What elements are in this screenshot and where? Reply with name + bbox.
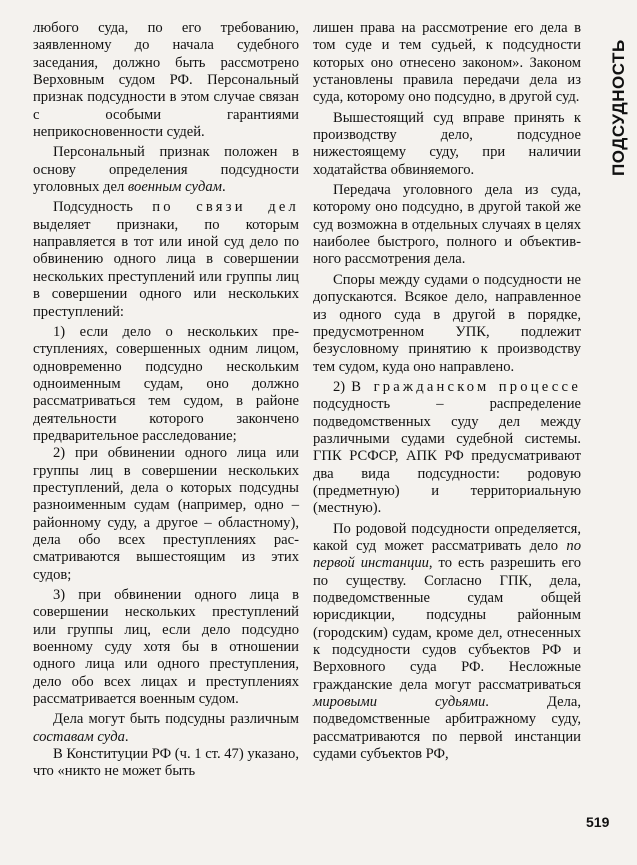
paragraph: [313, 521, 581, 764]
left-column: [33, 20, 299, 781]
text: выделяет признаки, по которым направляется в тот или иной суд дело по обвинению одного лица в совершении нескольких преступлений или группы лиц в совершении одного или нескольких преступлений:: [33, 216, 299, 320]
paragraph: любого суда, по его требованию, заявленному до начала судебного заседания, должно быть рассмотрено Верховным судом РФ. Персональный признак подсудности в этом случае связан с особыми гарантиями неприкосновенности судей.: [33, 20, 299, 141]
text: .: [124, 728, 129, 745]
paragraph: [33, 144, 299, 196]
paragraph: Споры между судами о подсудности не допускаются. Всякое дело, направленное из одного суда в другой в порядке, предусмотренном УПК, подлежит безусловному принятию к производству тем судом, куда оно направлено.: [313, 271, 581, 375]
text: 2): [333, 378, 352, 395]
paragraph: [313, 379, 581, 518]
text: .: [221, 179, 226, 196]
running-head-title: ПОДСУДНОСТЬ: [609, 39, 628, 176]
emphasis: составам суда: [33, 728, 125, 745]
paragraph: [33, 711, 299, 746]
text: Персональный признак положен в основу определения подсудности уголовных дел: [33, 144, 299, 196]
emphasis: военным судам: [127, 179, 222, 196]
text: . Дела, подведомственные арбитражному суду, рассматриваются по первой инстанции судами субъектов РФ,: [313, 694, 581, 763]
paragraph: Передача уголовного дела из суда, которому оно подсудно, в другой такой же суд возможна в отдельных случаях в целях наиболее быстрого, полного и объективного рассмотрения дела.: [313, 182, 581, 268]
spaced-term: В гражданском процессе: [351, 378, 581, 395]
paragraph: лишен права на рассмотрение его дела в том суде и тем судьей, к подсудности которых оно отнесено законом». Законом установлены правила передачи дела из суда, которому оно подсудно, в другой суд.: [313, 20, 581, 106]
text: Дела могут быть подсудны различным: [53, 711, 299, 728]
text: подсудность – распределение подведомственных суду дел между различными судами судебной системы. ГПК РСФСР, АПК РФ предусматривают два вида подсудности: родовую (предметную) и территориальную (местную).: [313, 396, 581, 517]
paragraph: [33, 199, 299, 320]
spaced-term: по связи дел: [152, 199, 299, 216]
text: , то есть разрешить его по существу. Согласно ГПК, дела, подведомственные судам общей юрисдикции, подсудны районным (городским) судам, кроме дел, отнесенных к подсудности судов субъектов РФ и Верховного суда РФ. Несложные гражданские дела могут рассматриваться: [313, 555, 581, 693]
list-item: 3) при обвинении одного лица в совершении нескольких преступлений или группы лиц, если дело подсудно военному суду хотя бы в отношении одного лица или одного преступления, дело обо всех лицах и преступлениях рассматривается военным судом.: [33, 587, 299, 708]
text: По родовой подсудности определяется, какой суд может рассматривать дело: [313, 520, 581, 554]
text: Подсудность: [53, 199, 153, 216]
emphasis: по первой инстанции: [313, 537, 581, 572]
paragraph: Вышестоящий суд вправе принять к производству дело, подсудное нижестоящему суду, при наличии ходатайства обвиняемого.: [313, 109, 581, 178]
paragraph: В Конституции РФ (ч. 1 ст. 47) указано, что «никто не может быть: [33, 746, 300, 780]
right-column: [313, 20, 581, 763]
list-item: 1) если дело о нескольких преступлениях, совершенных одним лицом, одновременно подсудно нескольким одноименным судам, оно должно рассматриваться тем судом, в районе деятельности которого закончено предварительное расследование;: [33, 323, 299, 444]
page-number: 519: [586, 814, 610, 830]
emphasis: мировыми судьями: [313, 694, 486, 711]
list-item: 2) при обвинении одного лица или группы лиц в совершении нескольких преступлений, дела о которых подсудны разноименным судам (например, одно – районному суду, а другое – областному), дела обо всех преступлениях рассматриваются вышестоящим из этих судов;: [33, 445, 299, 583]
